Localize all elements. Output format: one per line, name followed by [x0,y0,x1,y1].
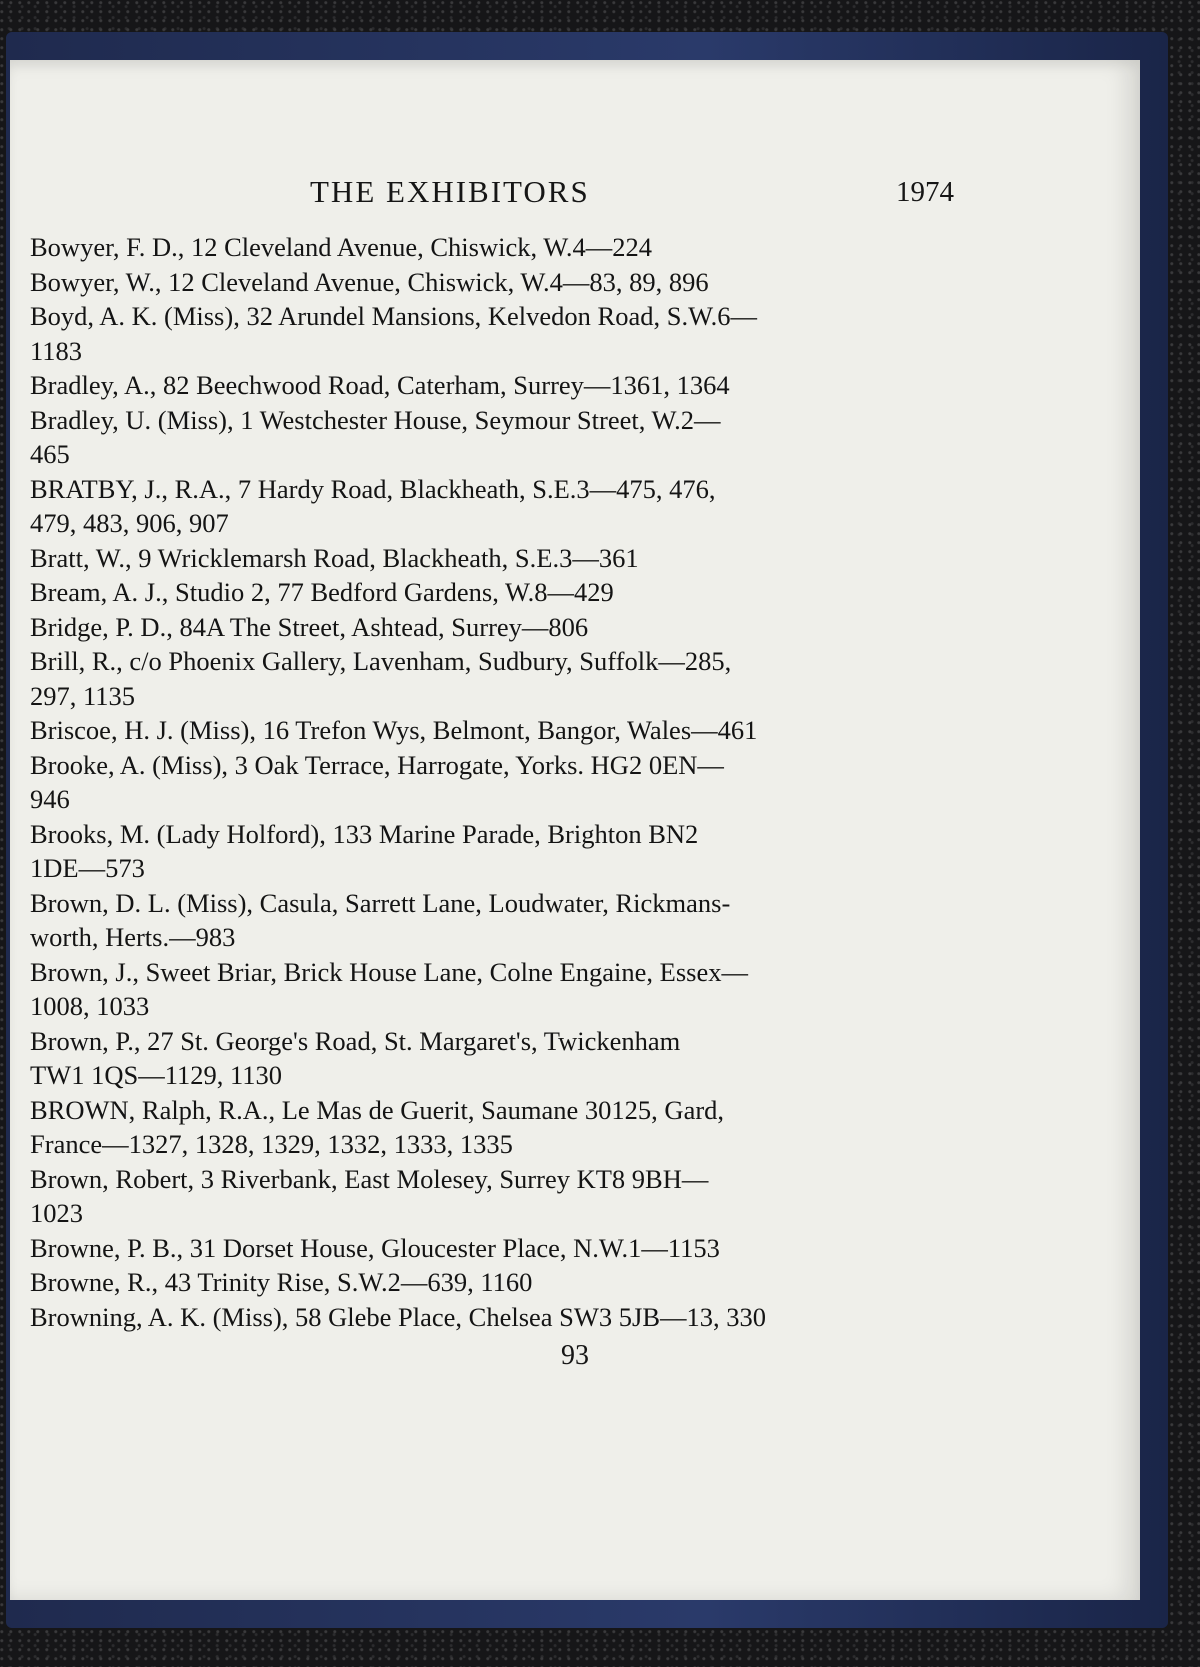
list-item: Brown, Robert, 3 Riverbank, East Molesey, Surrey KT8 9BH— 1023 [30,1163,709,1228]
running-title: THE EXHIBITORS [310,174,590,209]
list-item: Boyd, A. K. (Miss), 32 Arundel Mansions, Kelvedon Road, S.W.6— 1183 [30,301,758,366]
list-item: Brown, P., 27 St. George's Road, St. Margaret's, Twickenham TW1 1QS—1129, 1130 [30,1025,681,1090]
list-item: Browning, A. K. (Miss), 58 Glebe Place, Chelsea SW3 5JB—13, 330 [30,1301,767,1332]
list-item: Brooks, M. (Lady Holford), 133 Marine Parade, Brighton BN2 1DE—573 [30,818,699,883]
page-header [10,174,1140,214]
list-item: Browne, P. B., 31 Dorset House, Gloucester Place, N.W.1—1153 [30,1232,720,1263]
exhibitor-list [30,230,950,1334]
list-item: Bowyer, F. D., 12 Cleveland Avenue, Chiswick, W.4—224 [30,232,652,262]
list-item: Bridge, P. D., 84A The Street, Ashtead, Surrey—806 [30,611,589,642]
list-item: BRATBY, J., R.A., 7 Hardy Road, Blackheath, S.E.3—475, 476, 479, 483, 906, 907 [30,473,716,538]
list-item: Bream, A. J., Studio 2, 77 Bedford Gardens, W.8—429 [30,577,614,607]
list-item: Bratt, W., 9 Wricklemarsh Road, Blackheath, S.E.3—361 [30,542,639,573]
list-item: Briscoe, H. J. (Miss), 16 Trefon Wys, Belmont, Bangor, Wales—461 [30,715,758,745]
list-item: Brown, J., Sweet Briar, Brick House Lane, Colne Engaine, Essex— 1008, 1033 [30,956,748,1021]
list-item: Browne, R., 43 Trinity Rise, S.W.2—639, 1160 [30,1267,533,1297]
list-item: BROWN, Ralph, R.A., Le Mas de Guerit, Saumane 30125, Gard, France—1327, 1328, 1329, 1332, 1333, 1335 [30,1094,725,1159]
list-item: Bowyer, W., 12 Cleveland Avenue, Chiswick, W.4—83, 89, 896 [30,266,709,297]
page-number: 93 [561,1340,589,1371]
book-page [10,60,1140,1600]
list-item: Brown, D. L. (Miss), Casula, Sarrett Lane, Loudwater, Rickmans- worth, Herts.—983 [30,887,731,952]
list-item: Brill, R., c/o Phoenix Gallery, Lavenham, Sudbury, Suffolk—285, 297, 1135 [30,646,732,711]
list-item: Bradley, U. (Miss), 1 Westchester House, Seymour Street, W.2— 465 [30,404,721,469]
list-item: Bradley, A., 82 Beechwood Road, Caterham, Surrey—1361, 1364 [30,370,730,400]
list-item: Brooke, A. (Miss), 3 Oak Terrace, Harrogate, Yorks. HG2 0EN— 946 [30,749,724,814]
year-label: 1974 [896,176,954,208]
